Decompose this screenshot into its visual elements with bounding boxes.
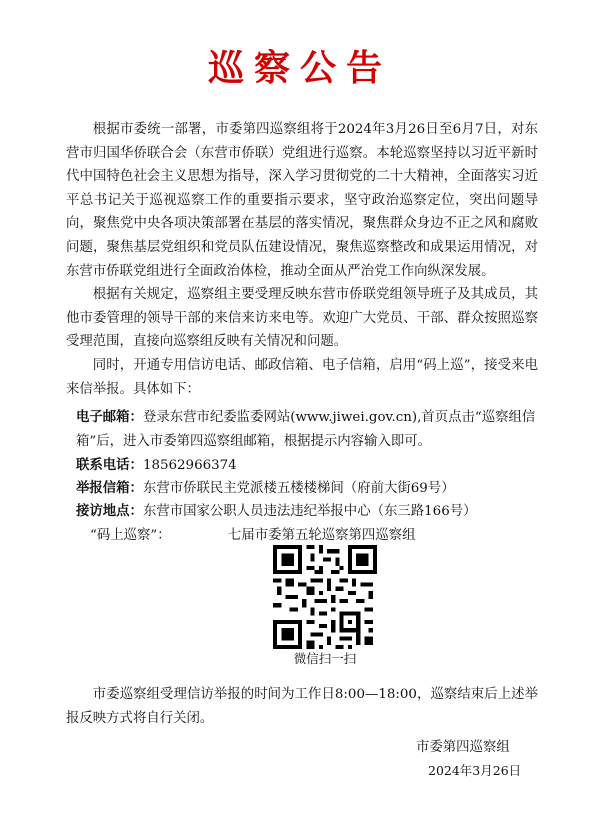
email-instructions: 登录东营市纪委监委网站(www.jiwei.gov.cn),首页点击“巡察组信箱”后，进入市委第四巡察组邮箱，根据提示内容输入即可。: [76, 410, 536, 449]
paragraph-intro: 根据市委统一部署，市委第四巡察组将于2024年3月26日至6月7日，对东营市归国华侨联合会（东营市侨联）党组进行巡察。本轮巡察坚持以习近平新时代中国特色社会主义思想为指导，深入学习贯彻党的二十大精神，全面落实习近平总书记关于巡视巡察工作的重要指示要求，坚守政治巡察定位，突出问题导向，聚焦党中央各项决策部署在基层的落实情况，聚焦群众身边不正之风和腐败问题，聚焦基层党组织和党员队伍建设情况，聚焦巡察整改和成果运用情况，对东营市侨联党组进行全面政治体检，推动全面从严治党工作向纵深发展。: [66, 122, 538, 279]
closing-note: [66, 683, 538, 730]
phone-contact: [76, 454, 538, 478]
qr-caption: 微信扫一扫: [293, 651, 357, 666]
mailbox-address: 东营市侨联民主党派楼五楼楼梯间（府前大街69号）: [142, 481, 455, 496]
qr-code[interactable]: [273, 545, 377, 649]
email-label: 电子邮箱：: [76, 409, 143, 425]
paragraph-scope: 根据有关规定，巡察组主要受理反映东营市侨联党组领导班子及其成员，其他市委管理的领导干部的来信来访来电等。欢迎广大党员、干部、群众按照巡察受理范围，直接向巡察组反映有关情况和问题。: [66, 287, 538, 350]
mailbox-label: 举报信箱：: [76, 480, 143, 496]
phone-label: 联系电话：: [76, 457, 143, 473]
visit-address: 东营市国家公职人员违法违纪举报中心（东三路166号）: [142, 504, 477, 519]
issue-date: 2024年3月26日: [428, 763, 522, 778]
paragraph-channels: 同时，开通专用信访电话、邮政信箱、电子信箱，启用“码上巡”，接受来电来信举报。具体如下：: [66, 357, 538, 397]
inspection-group-name: 七届市委第五轮巡察第四巡察组: [228, 528, 416, 543]
visit-label: 接访地点：: [76, 503, 143, 519]
mailbox-contact: [76, 477, 538, 501]
email-contact: [76, 406, 538, 453]
page-title: 巡察公告: [207, 48, 392, 89]
phone-number[interactable]: 18562966374: [142, 458, 237, 473]
signature: 市委第四巡察组: [416, 740, 510, 755]
notice-body: [66, 118, 538, 401]
qr-code-label: “码上巡察”：: [90, 528, 171, 543]
closing-paragraph: 市委巡察组受理信访举报的时间为工作日8:00—18:00，巡察结束后上述举报反映方式将自行关闭。: [66, 687, 538, 726]
visit-contact: [76, 500, 538, 524]
